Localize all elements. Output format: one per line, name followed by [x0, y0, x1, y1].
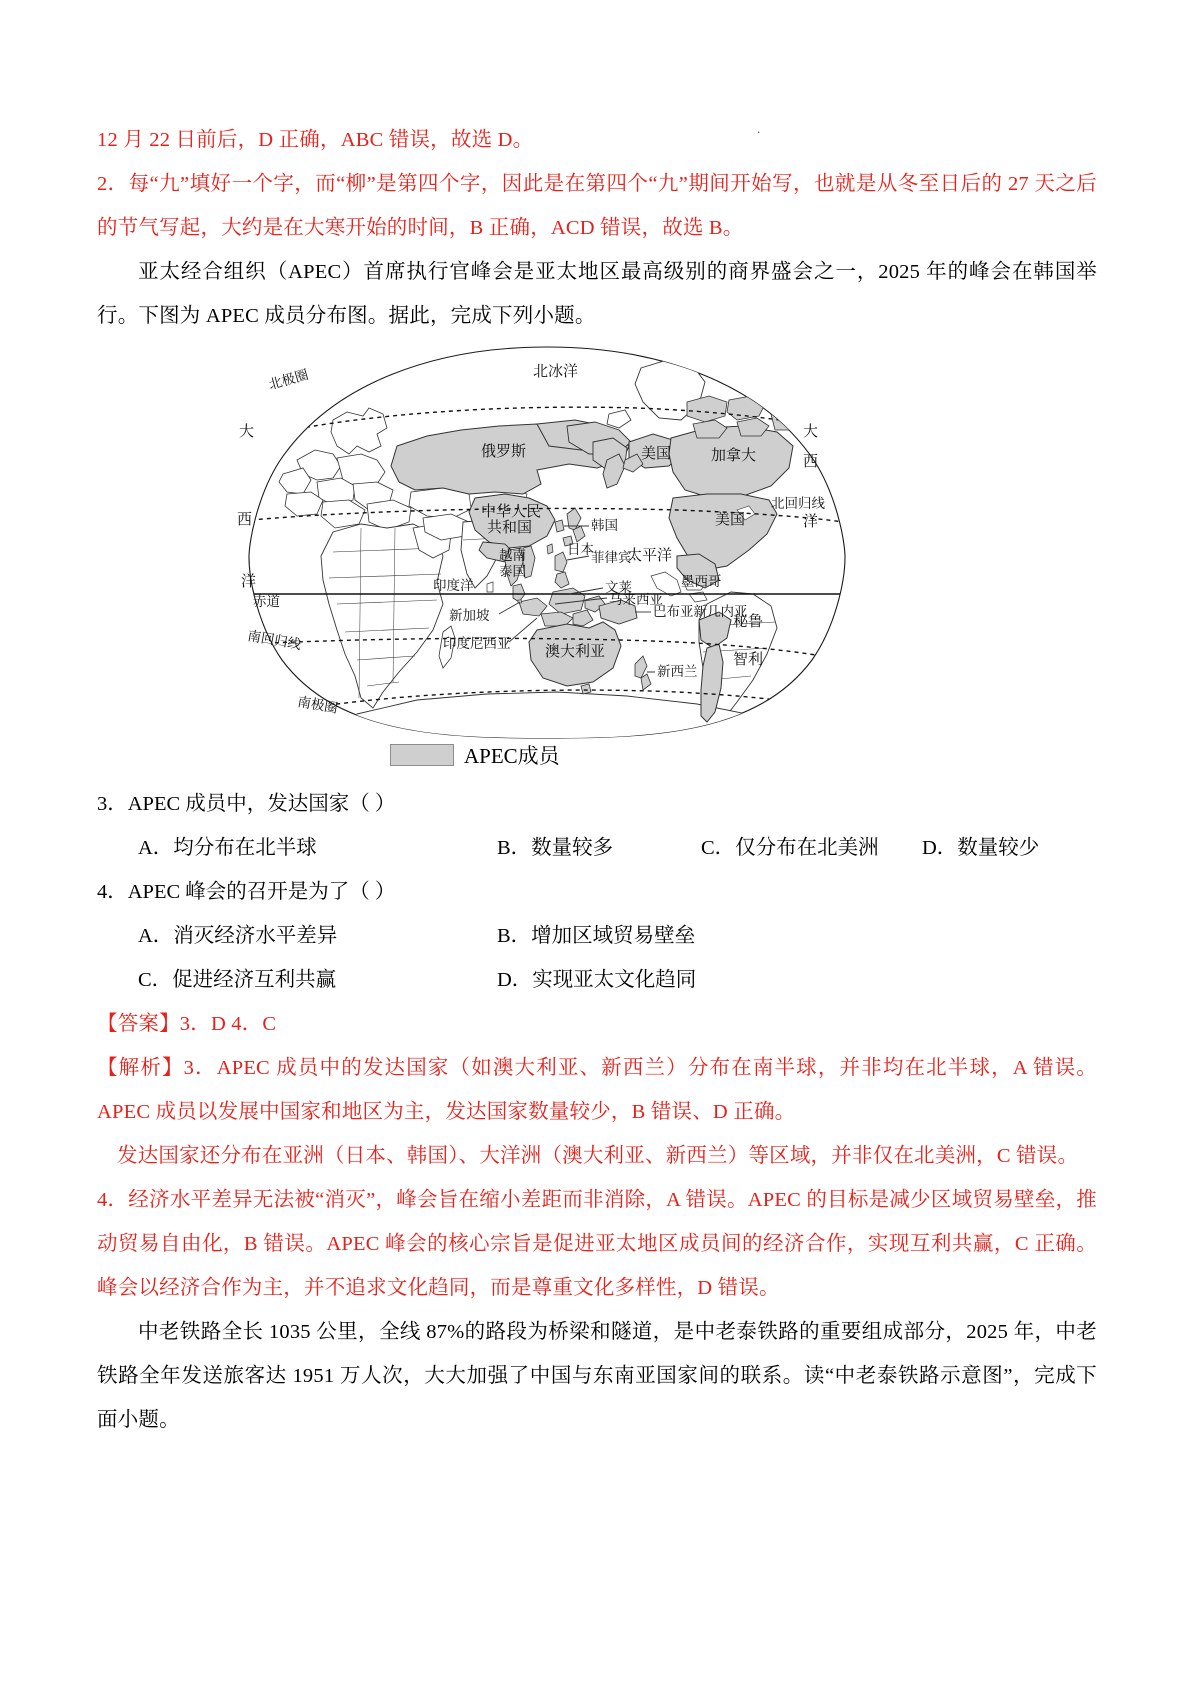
map-label-russia: 俄罗斯 — [481, 444, 527, 460]
paragraph-railway-intro: 中老铁路全长 1035 公里，全线 87%的路段为桥梁和隧道，是中老泰铁路的重要组成部分，2025 年，中老铁路全年发送旅客达 1951 万人次，大大加强了中国与东南亚国家间的联系。读“中老泰铁路示意图”，完成下面小题。 — [97, 1321, 1097, 1431]
map-label-tropic-cancer: 北回归线 — [771, 496, 825, 511]
map-label-brunei: 文莱 — [605, 580, 632, 595]
question-4-option-a[interactable]: A．消灭经济水平差异 — [138, 925, 338, 947]
paragraph-explanation-2: 2．每“九”填好一个字，而“柳”是第四个字，因此是在第四个“九”期间开始写，也就是从冬至日后的 27 天之后的节气写起，大约是在大寒开始的时间，B 正确，ACD 错误，故选 B。 — [97, 173, 1097, 239]
map-label-japan: 日本 — [567, 542, 594, 557]
analysis-paragraph-1: 【解析】3．APEC 成员中的发达国家（如澳大利亚、新西兰）分布在南半球，并非均在北半球，A 错误。APEC 成员以发展中国家和地区为主，发达国家数量较少，B 错误、D 正确。 — [97, 1057, 1097, 1123]
map-label-indonesia: 印度尼西亚 — [443, 636, 511, 651]
map-label-indian-ocean: 印度洋 — [433, 578, 474, 593]
apec-member-map-figure — [97, 342, 1097, 782]
map-label-antarctic-circle: 南极圈 — [296, 694, 339, 716]
question-4-option-b[interactable]: B．增加区域贸易壁垒 — [497, 925, 696, 947]
answer-line: 【答案】3．D 4．C — [97, 1013, 277, 1035]
document-content — [97, 118, 1097, 1442]
question-4-option-d[interactable]: D．实现亚太文化趋同 — [497, 969, 697, 991]
question-3-option-d[interactable]: D．数量较少 — [922, 837, 1040, 859]
map-label-equator: 赤道 — [253, 594, 280, 609]
map-label-atlantic-left-2: 西 — [237, 512, 253, 528]
map-label-china-line2: 共和国 — [487, 520, 533, 536]
map-label-atlantic-3: 洋 — [803, 514, 819, 530]
map-label-usa-alaska: 美国 — [641, 446, 672, 462]
map-label-new-zealand: 新西兰 — [657, 664, 698, 679]
map-legend — [390, 740, 560, 770]
map-label-peru: 秘鲁 — [733, 614, 764, 630]
map-label-philippines: 菲律宾 — [591, 550, 632, 565]
map-label-thailand: 泰国 — [499, 564, 526, 579]
map-label-canada: 加拿大 — [711, 448, 757, 464]
map-label-chile: 智利 — [733, 652, 764, 668]
map-label-vietnam: 越南 — [499, 548, 526, 563]
map-label-mexico: 墨西哥 — [681, 574, 722, 589]
map-label-papua-new-guinea: 巴布亚新几内亚 — [653, 604, 748, 619]
map-label-australia: 澳大利亚 — [545, 644, 606, 660]
map-label-pacific-ocean: 太平洋 — [627, 548, 673, 564]
paragraph-explanation-1: 12 月 22 日前后，D 正确，ABC 错误，故选 D。 — [97, 129, 534, 151]
analysis-paragraph-3: 4．经济水平差异无法被“消灭”，峰会旨在缩小差距而非消除，A 错误。APEC 的目标是减少区域贸易壁垒，推动贸易自由化，B 错误。APEC 峰会的核心宗旨是促进亚太地区成员间的经济合作，实现互利共赢，C 正确。峰会以经济合作为主，并不追求文化趋同，而是尊重文化多样性，D 错误。 — [97, 1189, 1097, 1299]
map-label-atlantic-2: 西 — [803, 454, 819, 470]
question-3-options — [97, 826, 1097, 870]
map-label-arctic-ocean: 北冰洋 — [533, 364, 579, 380]
question-4-stem: 4．APEC 峰会的召开是为了（ ） — [97, 881, 396, 903]
map-label-atlantic-left-1: 大 — [239, 424, 255, 440]
map-label-malaysia: 马来西亚 — [609, 592, 663, 607]
legend-swatch-apec-member — [390, 744, 454, 766]
paragraph-apec-intro: 亚太经合组织（APEC）首席执行官峰会是亚太地区最高级别的商界盛会之一，2025 年的峰会在韩国举行。下图为 APEC 成员分布图。据此，完成下列小题。 — [97, 261, 1097, 327]
question-3-option-a[interactable]: A．均分布在北半球 — [138, 837, 317, 859]
question-3-option-c[interactable]: C．仅分布在北美洲 — [701, 837, 879, 859]
analysis-paragraph-2: 发达国家还分布在亚洲（日本、韩国）、大洋洲（澳大利亚、新西兰）等区域，并非仅在北美洲，C 错误。 — [117, 1145, 1079, 1167]
map-label-usa: 美国 — [715, 512, 746, 528]
question-4-options-row-2 — [97, 958, 1097, 1002]
legend-label-apec-member: APEC成员 — [464, 744, 560, 768]
map-label-south-korea: 韩国 — [591, 518, 618, 533]
world-map-svg — [237, 342, 857, 742]
question-4-option-c[interactable]: C．促进经济互利共赢 — [138, 969, 337, 991]
map-label-arctic-circle: 北极圈 — [267, 366, 311, 393]
map-label-tropic-capricorn: 南回归线 — [246, 628, 303, 653]
map-label-china-line1: 中华人民 — [481, 504, 542, 520]
map-label-atlantic-1: 大 — [803, 424, 819, 440]
question-3-option-b[interactable]: B．数量较多 — [497, 837, 614, 859]
map-drawing — [237, 342, 857, 742]
question-4-options-row-1 — [97, 914, 1097, 958]
map-label-singapore: 新加坡 — [449, 608, 490, 623]
page-dot-mark: . — [757, 121, 761, 136]
question-3-stem: 3．APEC 成员中，发达国家（ ） — [97, 793, 396, 815]
map-label-atlantic-left-3: 洋 — [241, 574, 257, 590]
